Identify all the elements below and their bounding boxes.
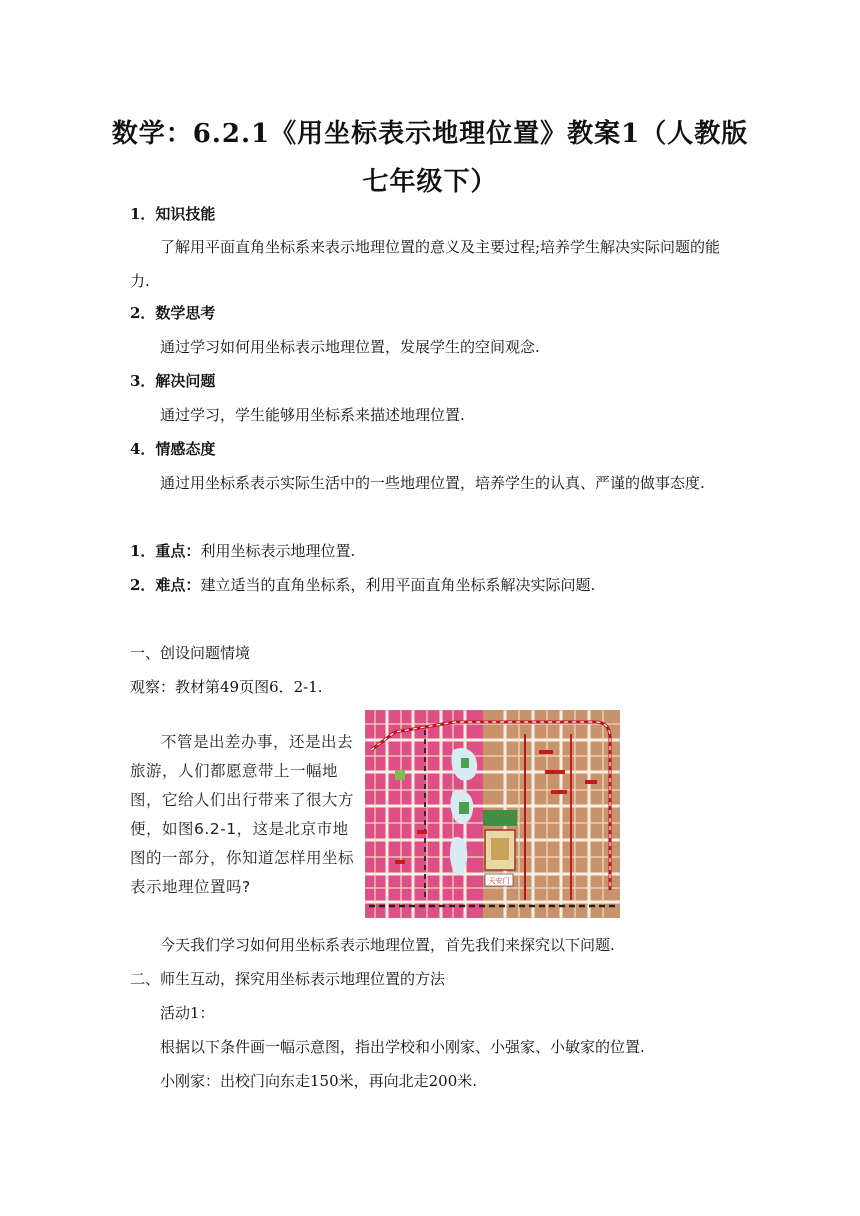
key-point-label: 2．难点： <box>130 576 201 594</box>
observe-line: 观察：教材第49页图6．2-1. <box>130 678 323 696</box>
objective-text-1: 了解用平面直角坐标系来表示地理位置的意义及主要过程;培养学生解决实际问题的能力. <box>130 238 721 290</box>
activity-instruction: 根据以下条件画一幅示意图，指出学校和小刚家、小强家、小敏家的位置. <box>160 1038 645 1056</box>
section-heading-1: 一、创设问题情境 <box>130 644 251 662</box>
map-label-tiananmen: 天安门 <box>488 877 510 885</box>
transition-line: 今天我们学习如何用坐标系表示地理位置，首先我们来探究以下问题. <box>160 936 615 954</box>
key-point-2 <box>130 574 595 596</box>
textbook-figure <box>130 710 620 918</box>
objective-heading-2: 2．数学思考 <box>130 304 216 322</box>
section-heading-2: 二、师生互动，探究用坐标表示地理位置的方法 <box>130 970 446 988</box>
figure-caption-text: 不管是出差办事，还是出去旅游，人们都愿意带上一幅地图，它给人们出行带来了很大方便，如图6.2-1，这是北京市地图的一部分，你知道怎样用坐标表示地理位置吗? <box>130 733 355 896</box>
key-point-text: 利用坐标表示地理位置. <box>200 542 356 560</box>
objective-text-3: 通过学习，学生能够用坐标系来描述地理位置. <box>160 406 465 424</box>
beijing-map-image <box>365 710 620 918</box>
key-point-text: 建立适当的直角坐标系，利用平面直角坐标系解决实际问题. <box>200 576 596 594</box>
objective-text-4: 通过用坐标系表示实际生活中的一些地理位置，培养学生的认真、严谨的做事态度. <box>160 474 705 492</box>
xiaogang-directions: 小刚家：出校门向东走150米，再向北走200米. <box>160 1072 478 1090</box>
objective-text-2: 通过学习如何用坐标表示地理位置，发展学生的空间观念. <box>160 338 540 356</box>
objective-heading-4: 4．情感态度 <box>130 440 216 458</box>
document-title: 数学：6.2.1《用坐标表示地理位置》教案1（人教版七年级下） <box>111 119 749 197</box>
activity-label: 活动1： <box>160 1004 215 1022</box>
key-point-label: 1．重点： <box>130 542 201 560</box>
key-point-1 <box>130 540 355 562</box>
objective-heading-1: 1．知识技能 <box>130 205 216 223</box>
objective-heading-3: 3．解决问题 <box>130 372 216 390</box>
